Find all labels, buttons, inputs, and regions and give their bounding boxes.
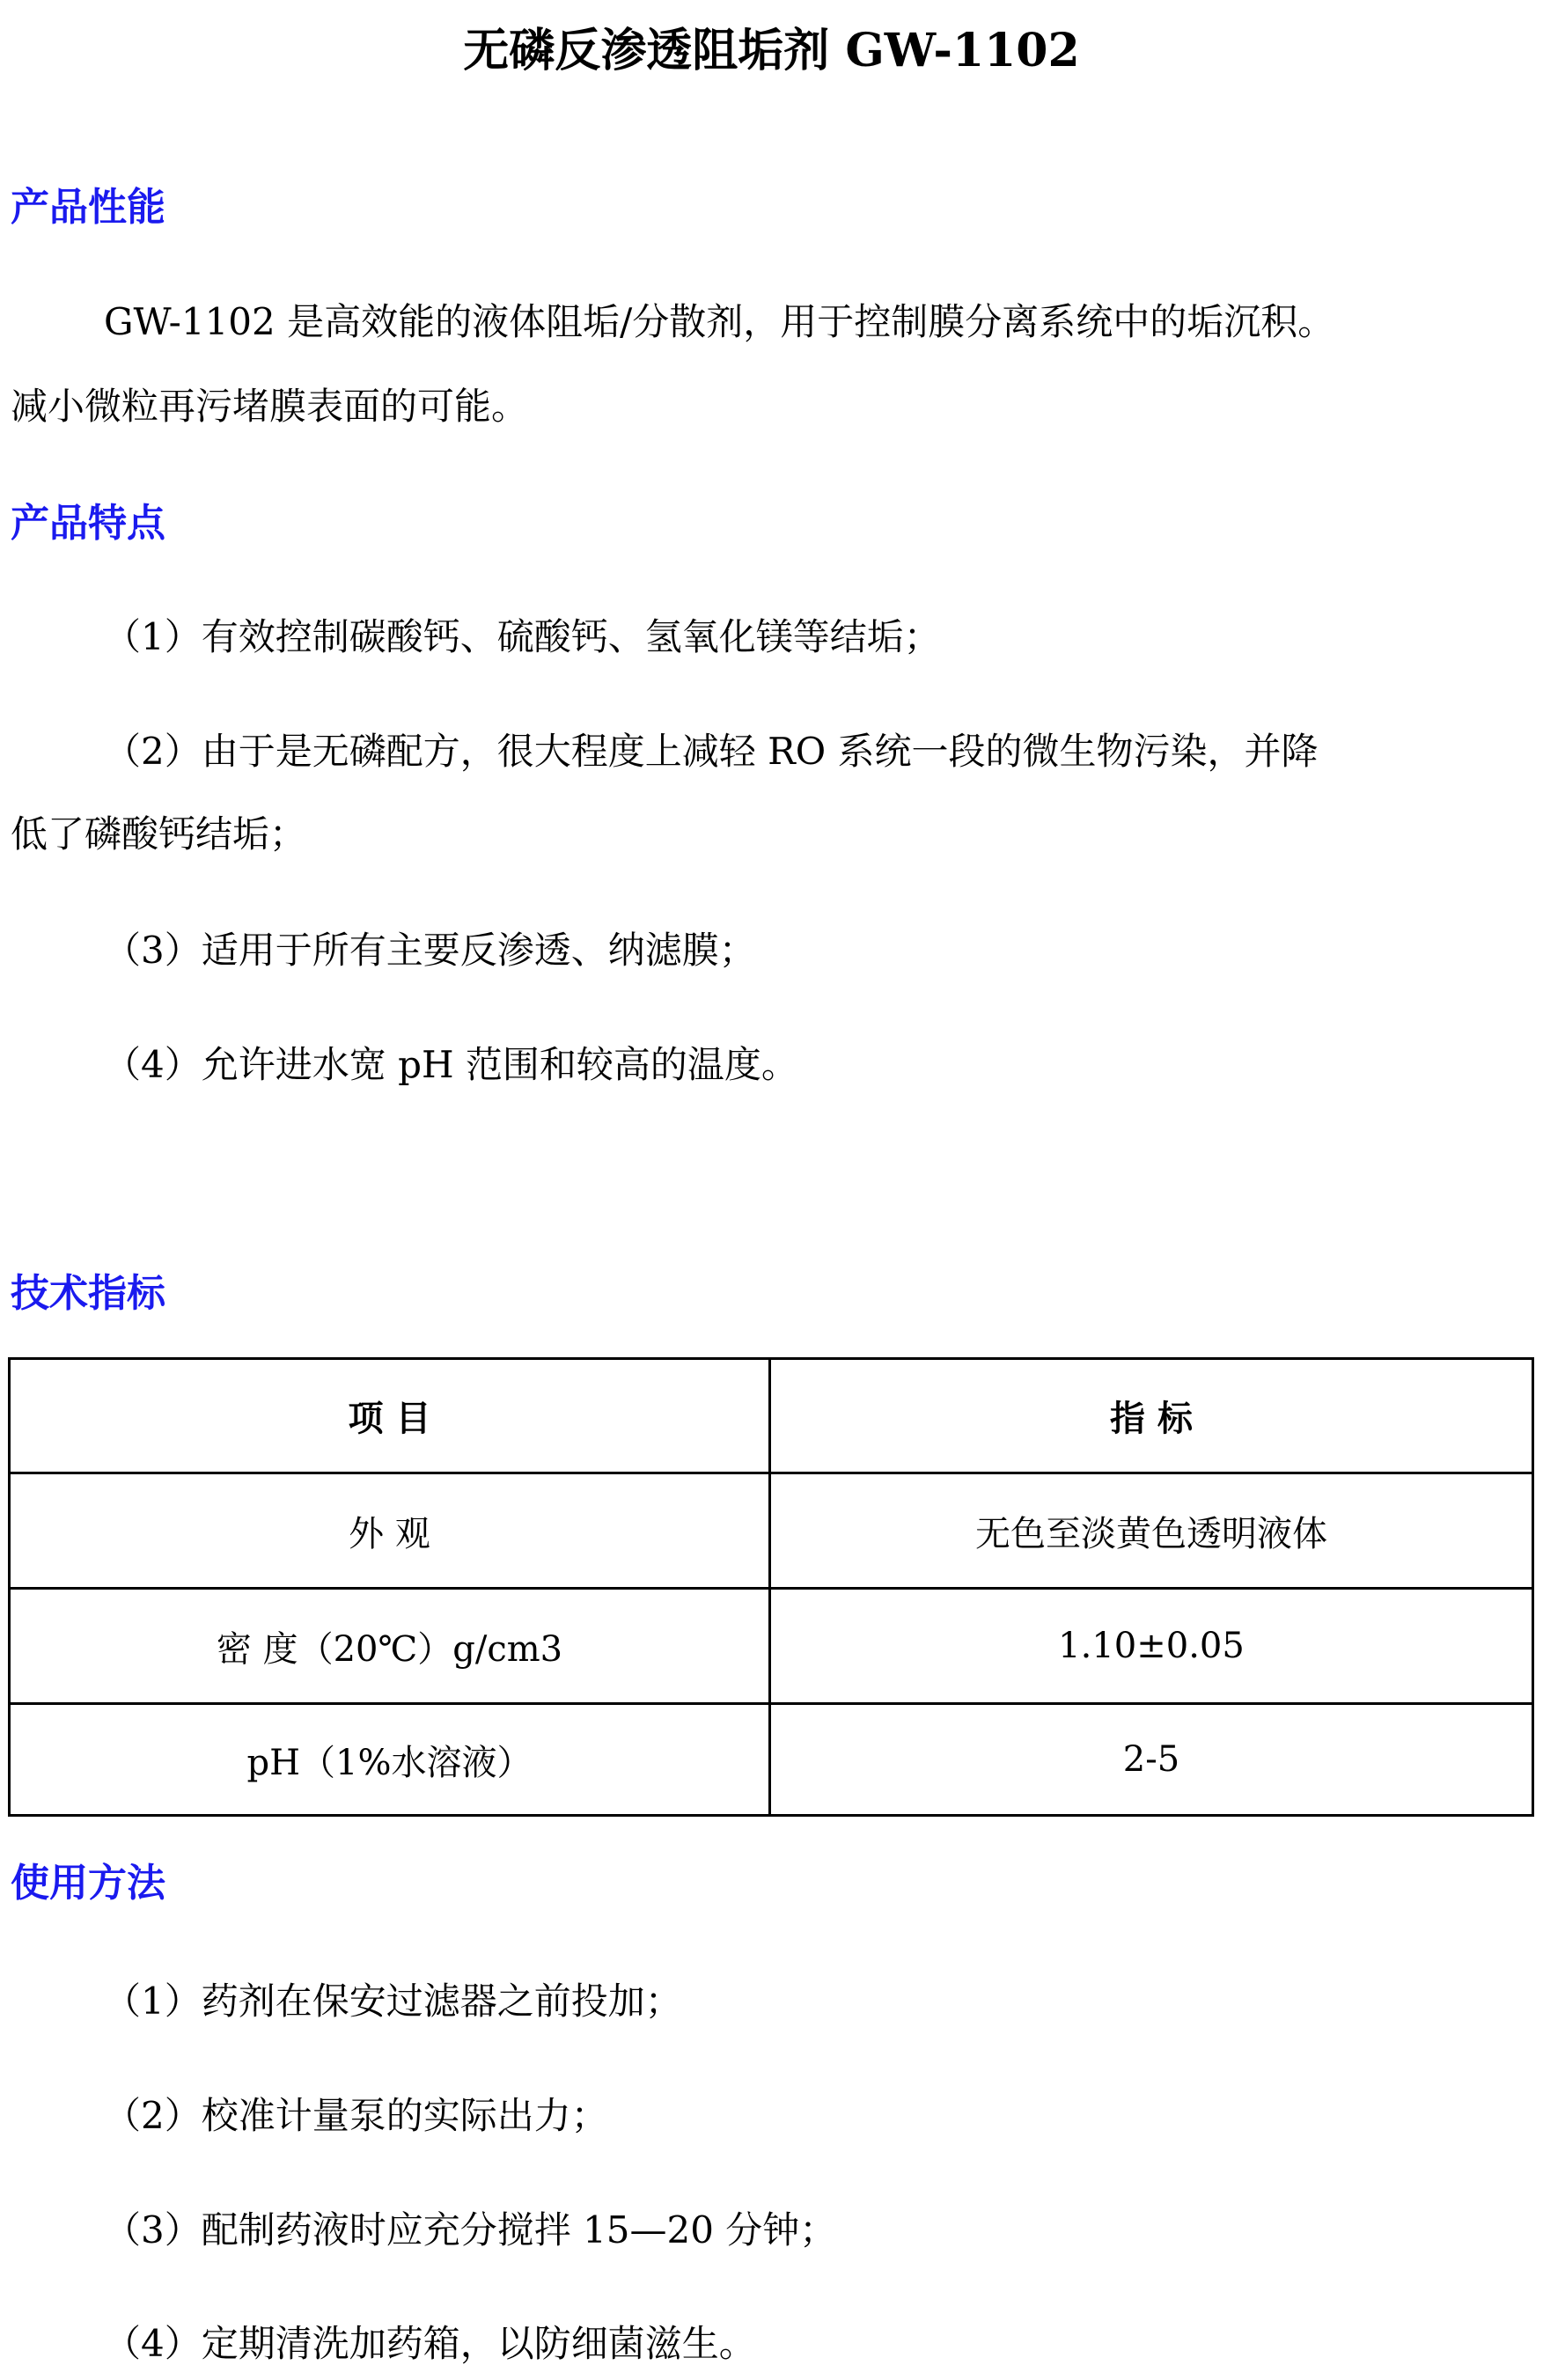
spec-header-item: 项 目 (11, 1360, 771, 1472)
section-heading-usage: 使用方法 (11, 1861, 165, 1906)
spec-cell-item: pH（1%水溶液） (11, 1705, 771, 1814)
usage-line-3: （3）配制药液时应充分搅拌 15—20 分钟； (104, 2208, 837, 2251)
spec-cell-value: 无色至淡黄色透明液体 (975, 1513, 1327, 1554)
section-heading-features: 产品特点 (11, 501, 165, 546)
spec-header-value: 指 标 (1110, 1399, 1193, 1439)
spec-table-header-row (11, 1360, 1532, 1472)
feature-line-1: （1）有效控制碳酸钙、硫酸钙、氢氧化镁等结垢； (104, 615, 941, 658)
feature-line-5: （4）允许进水宽 pH 范围和较高的温度。 (104, 1043, 798, 1086)
spec-cell-item: 密 度（20℃）g/cm3 (11, 1590, 771, 1702)
spec-cell-item: 外 观 (11, 1474, 771, 1587)
performance-line-2: 减小微粒再污堵膜表面的可能。 (11, 385, 529, 428)
table-row (11, 1472, 1532, 1587)
usage-line-1: （1）药剂在保安过滤器之前投加； (104, 1980, 682, 2023)
usage-line-4: （4）定期清洗加药箱，以防细菌滋生。 (104, 2322, 756, 2365)
spec-table (8, 1357, 1534, 1817)
table-row (11, 1587, 1532, 1702)
section-heading-performance: 产品性能 (11, 185, 165, 230)
document-title: 无磷反渗透阻垢剂 GW-1102 (463, 24, 1080, 77)
feature-line-4: （3）适用于所有主要反渗透、纳滤膜； (104, 929, 756, 972)
feature-line-2: （2）由于是无磷配方，很大程度上减轻 RO 系统一段的微生物污染，并降 (104, 730, 1319, 773)
spec-cell-value: 1.10±0.05 (1058, 1626, 1245, 1666)
section-heading-specs: 技术指标 (11, 1271, 165, 1316)
usage-line-2: （2）校准计量泵的实际出力； (104, 2094, 608, 2137)
feature-line-3: 低了磷酸钙结垢； (11, 812, 307, 856)
performance-line-1: GW-1102 是高效能的液体阻垢/分散剂，用于控制膜分离系统中的垢沉积。 (104, 300, 1335, 343)
spec-cell-value: 2-5 (1122, 1739, 1180, 1780)
table-row (11, 1702, 1532, 1814)
